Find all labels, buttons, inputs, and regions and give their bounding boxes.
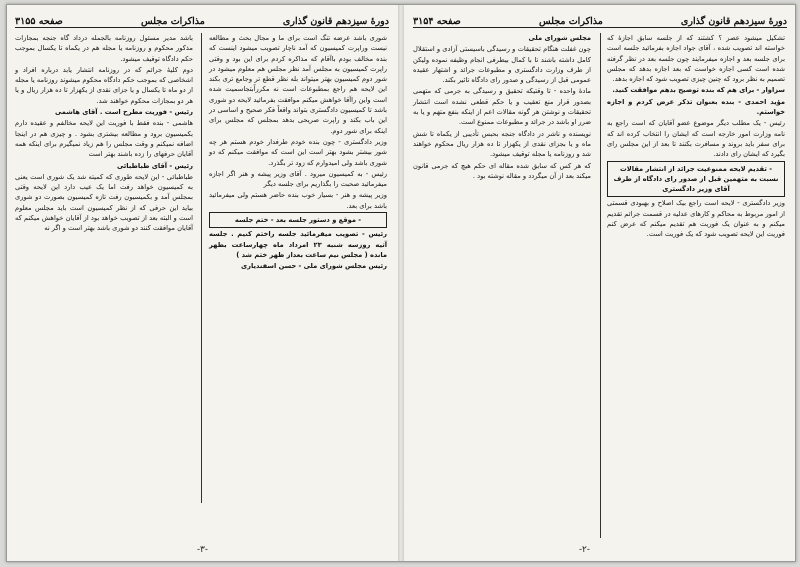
paragraph: وزیر دادگستری - لایحه است راجع بیک اصلاح و بهبودی قسمتی از امور مربوط به محاکم و کارهای عدلیه در قسمت جرائم تقدیم میکنم و به عنوان یک فوریت هم تقدیم میکنم که عرض کنم فوریت این لایحه تصویب شود که یک فوریت است. bbox=[607, 199, 785, 239]
column-right bbox=[607, 33, 785, 241]
page-number: -۳- bbox=[197, 545, 208, 555]
paragraph: دوم کلیهٔ جرائم که در روزنامه انتشار یابد درباره افراد و اشخاصی که بموجب حکم دادگاه محکوم میشوند روزنامه یا مجله از دو ماه تا یکسال و یا جزای نقدی از یکهزار تا ده هزار ریال و یا هر دو بمجازات محکوم خواهند شد. bbox=[15, 65, 193, 105]
paragraph: رئیس - یک مطلب دیگر موضوع عضو آقایان که است راجع به نامه وزارت امور خارجه است که ایشان را انتخاب کرده اند که برای سفر باید بروند و مسافرت بکنند تا بعد از این مجلس رای بگیرد که ایشان رای دادند. bbox=[607, 119, 785, 159]
gutter bbox=[398, 5, 404, 561]
column-divider bbox=[600, 33, 601, 538]
paragraph: باشد مدیر مسئول روزنامه بالجمله درداد گاه جنجه بمجازات مذکور محکوم و روزنامه یا مجله هم در یکماه تا یکسال بموجب حکم دادگاه توقیف میشود. bbox=[15, 34, 193, 63]
signature-line: رئیس مجلس شورای ملی - حسن اسفندیاری bbox=[240, 262, 387, 271]
header-title: مذاکرات مجلس bbox=[140, 16, 205, 27]
paragraph: طباطبائی - این لایحه طوری که کمیته شد یک شوری است یعنی به کمیسیون خواهد رفت اما یک عیب دارد این لایحه وقتی بمجلس آمد و بکمیسیون رفت تازه کمیسیون بصورت دو شوری بیاید این حرفی که از نظر کمیسیون است باید مجلس معلوم است و البته بعد از تصویب خواهد بود از آقایان خواهش میکنم که آقایان موافقت کنند دو شوری باشد بهتر است و اگر نه bbox=[15, 172, 193, 233]
paragraph: سزاوار - برای هم که بنده توضیح بدهم موافقت کنید. bbox=[612, 86, 785, 95]
paragraph: تشکیل میشود عصر ؟ کشتند که از جلسه سابق اجازهٔ که خواسته اند تصویب شده ، آقای جواد اجازه بفرمائید جلسه است برای جلسه بعد و اجازه میفرمایند چون جلسه بعد در نظر گرفته شده است کسی اجازه خواست که بعد اجازه بدهد که مجلس تصمیم به نظر برود که چنین چیزی تصویب شود که اجازه بدهد. bbox=[607, 34, 785, 84]
left-page bbox=[7, 5, 397, 561]
page-header bbox=[15, 11, 389, 28]
document-spread bbox=[6, 4, 796, 562]
paragraph: وزیر پیشه و هنر - بسیار خوب بنده حاضر هستم ولی میفرمائید باشد برای بعد. bbox=[209, 191, 387, 210]
paragraph: مؤید احمدی - بنده بعنوان تذکر عرض کردم و اجازه خواستم. bbox=[607, 97, 785, 117]
paragraph: رئیس - آقای طباطبائی bbox=[117, 161, 193, 170]
paragraph: رئیس - به کمیسیون میرود . آقای وزیر پیشه و هنر اگر اجازه میفرمائید صحبت را بگذاریم برای جلسه دیگر bbox=[209, 169, 387, 189]
column-left bbox=[15, 33, 193, 235]
right-page bbox=[405, 5, 795, 561]
paragraph: نویسنده و ناشر در دادگاه جنجه بحبس تأدیبی از یکماه تا شش ماه و یا بجزای نقدی از یکهزار تا ده هزار ریال محکوم خواهند شد و روزنامه یا مجله توقیف میشود. bbox=[413, 129, 591, 159]
page-header bbox=[413, 11, 787, 28]
header-page-number: صفحه ۳۱۵۵ bbox=[15, 16, 63, 27]
paragraph: وزیر دادگستری - چون بنده خودم طرفدار خودم هستم هر چه شور بیشتر بشود بهتر است این است که موافقت میکنم که دو شوری باشد ولی امیدوارم که زود تر بگذرد. bbox=[209, 137, 387, 167]
paragraph: هاشمی - بنده فقط با فوریت این لایحه مخالفم و عقیده دارم بکمیسیون برود و مطالعه بیشتری بشود . و چیزی هم در اینجا اضافه نمیکنم و وقت مجلس را هم زیاد نمیگیرم برای اینکه همه آقایان حرفهای را زده باشند بهتر است bbox=[15, 119, 193, 159]
paragraph: که هر کس که سابق شده مقاله ای حکم هیچ که جرمی قانون میکند بعد از آن میگردد و مقاله نوشته بود . bbox=[413, 161, 591, 180]
paragraph: شوری باشد عرضه تنگ است برای ما و مجال بحث و مطالعه نیست وراپرت کمیسیون که آمد ناچار تصویب میشود اینست که بنده مخالف بودم باآقام که مذاکره کردم برای این بود و وقتی راپرت کمیسیون به مجلس آمد نظر مجلس هم معلوم میشود در شور دوم کمیسیون بهتر میتواند بله نظر قطع تر وجامع تری بکند این لایحه هم راجع بمطبوعات است نه مکرراًبتجاسمیت شده است واین راآقا خواهش میکنم موافقت بفرمائید لایحه دو شوری باشد تا کمیسیون دادگستری بتواند واقعاً فکر صحیح و اساسی در این باب بکند و راپرت صریحی بدهد بمجلس که مجلس برای اینکه برای شور دوم. bbox=[209, 34, 387, 135]
header-page-number: صفحه ۳۱۵۴ bbox=[413, 16, 461, 27]
page-number: -۲- bbox=[579, 545, 590, 555]
header-session: دورهٔ سیزدهم قانون گذاری bbox=[680, 16, 787, 27]
section-heading: - تقدیم لایحه ممنوعیت جرائد از انتشار مقالات نسبت به متهمین قبل از صدور رای دادگاه از طرف آقای وزیر دادگستری bbox=[607, 161, 785, 198]
header-title: مذاکرات مجلس bbox=[538, 16, 603, 27]
paragraph: رئیس - فوریت مطرح است . آقای هاشمی bbox=[54, 108, 193, 117]
paragraph: چون غفلت هنگام تحقیقات و رسیدگی باسیستی آزادی و استقلال کامل داشته باشند تا با کمال بیطرفی انجام وظیفه نموده ولیکن از طرف وزارت دادگستری و مطبوعات جرائد و اشتهار عقیده عمومی قبل از رسیدگی و صدور رای دادگاه تاثیر بکند. bbox=[413, 45, 591, 85]
column-divider bbox=[201, 33, 202, 503]
paragraph: مادهٔ واحده - تا وقتیکه تحقیق و رسیدگی به جرمی که متهمی بصدور قرار منع تعقیب و یا حکم قطعی نشده است انتشار تحقیقات و نوشتن هر گونه مقالات اعم از اینکه بنفع متهم و یا به ضرر او باشد در جرائد و مطبوعات ممنوع است. bbox=[413, 87, 591, 127]
paragraph: مجلس شورای ملی bbox=[528, 34, 591, 42]
section-heading: - موقع و دستور جلسه بعد - ختم جلسه bbox=[209, 212, 387, 228]
header-session: دورهٔ سیزدهم قانون گذاری bbox=[282, 16, 389, 27]
column-left bbox=[413, 33, 591, 182]
paragraph: رئیس - تصویب میفرمائید جلسه راختم کنیم . جلسه آتیه روزسه شنبه ۲۳ امرداد ماه چهارساعت بظهر مانده ( مجلس نیم ساعت بعداز ظهر ختم شد ) bbox=[209, 230, 388, 259]
column-right bbox=[209, 33, 387, 273]
